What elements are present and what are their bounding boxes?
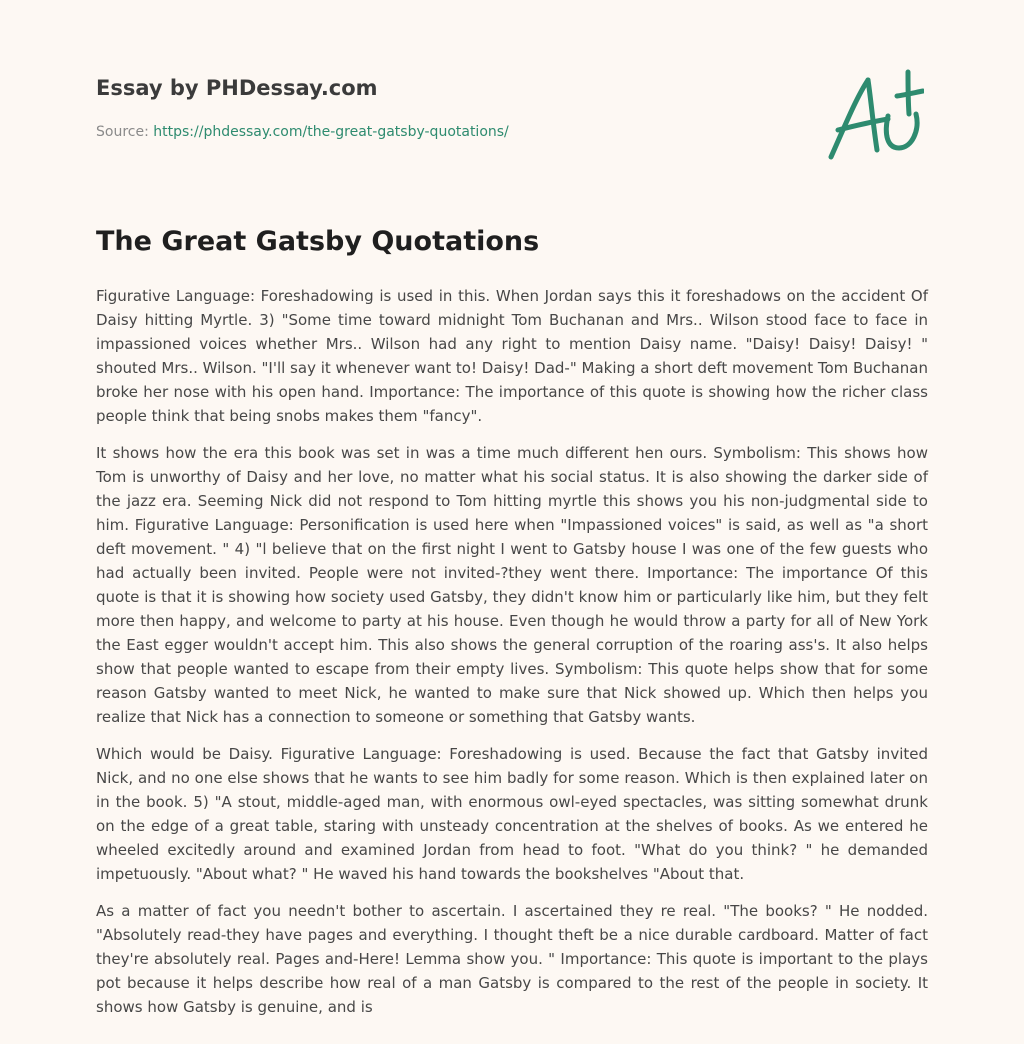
essay-paragraph: As a matter of fact you needn't bother to ascertain. I ascertained they re real. "The books? " He nodded. "Absolutely read-they have pages and everything. I thought theft be a nice durable cardboard. Matter of fact they're absolutely real. Pages and-Here! Lemma show you. " Importance: This quote is important to the plays pot because it helps describe how real of a man Gatsby is compared to the rest of the people in society. It shows how Gatsby is genuine, and is — [96, 902, 928, 1016]
site-brand: Essay by PHDessay.com — [96, 76, 378, 100]
essay-paragraph: Which would be Daisy. Figurative Language: Foreshadowing is used. Because the fact that Gatsby invited Nick, and no one else shows that he wants to see him badly for some reason. Which is then explained later on in the book. 5) "A stout, middle-aged man, with enormous owl-eyed spectacles, was sitting somewhat drunk on the edge of a great table, staring with unsteady concentration at the shelves of books. As we entered he wheeled excitedly around and examined Jordan from head to foot. "What do you think? " he demanded impetuously. "About what? " He waved his hand towards the bookshelves "About that. — [96, 745, 928, 883]
page-header — [96, 0, 928, 200]
essay-title: The Great Gatsby Quotations — [96, 226, 540, 257]
a-plus-logo-icon — [824, 68, 924, 164]
source-line — [96, 124, 509, 140]
source-link[interactable]: https://phdessay.com/the-great-gatsby-quotations/ — [153, 124, 509, 140]
essay-body — [96, 284, 928, 1032]
essay-paragraph: It shows how the era this book was set in was a time much different hen ours. Symbolism: This shows how Tom is unworthy of Daisy and her love, no matter what his social status. It is also showing the darker side of the jazz era. Seeming Nick did not respond to Tom hitting myrtle this shows you his non-judgmental side to him. Figurative Language: Personification is used here when "Impassioned voices" is said, as well as "a short deft movement. " 4) "l believe that on the first night I went to Gatsby house I was one of the few guests who had actually been invited. People were not invited-?they went there. Importance: The importance Of this quote is that it is showing how society used Gatsby, they didn't know him or particularly like him, but they felt more then happy, and welcome to party at his house. Even though he would throw a party for all of New York the East egger wouldn't accept him. This also shows the general corruption of the roaring ass's. It also helps show that people wanted to escape from their empty lives. Symbolism: This quote helps show that for some reason Gatsby wanted to meet Nick, he wanted to make sure that Nick showed up. Which then helps you realize that Nick has a connection to someone or something that Gatsby wants. — [96, 444, 928, 726]
source-label: Source: — [96, 124, 149, 140]
essay-paragraph: Figurative Language: Foreshadowing is used in this. When Jordan says this it foreshadows on the accident Of Daisy hitting Myrtle. 3) "Some time toward midnight Tom Buchanan and Mrs.. Wilson stood face to face in impassioned voices whether Mrs.. Wilson had any right to mention Daisy name. "Daisy! Daisy! Daisy! " shouted Mrs.. Wilson. "I'll say it whenever want to! Daisy! Dad-" Making a short deft movement Tom Buchanan broke her nose with his open hand. Importance: The importance of this quote is showing how the richer class people think that being snobs makes them "fancy". — [96, 287, 928, 425]
